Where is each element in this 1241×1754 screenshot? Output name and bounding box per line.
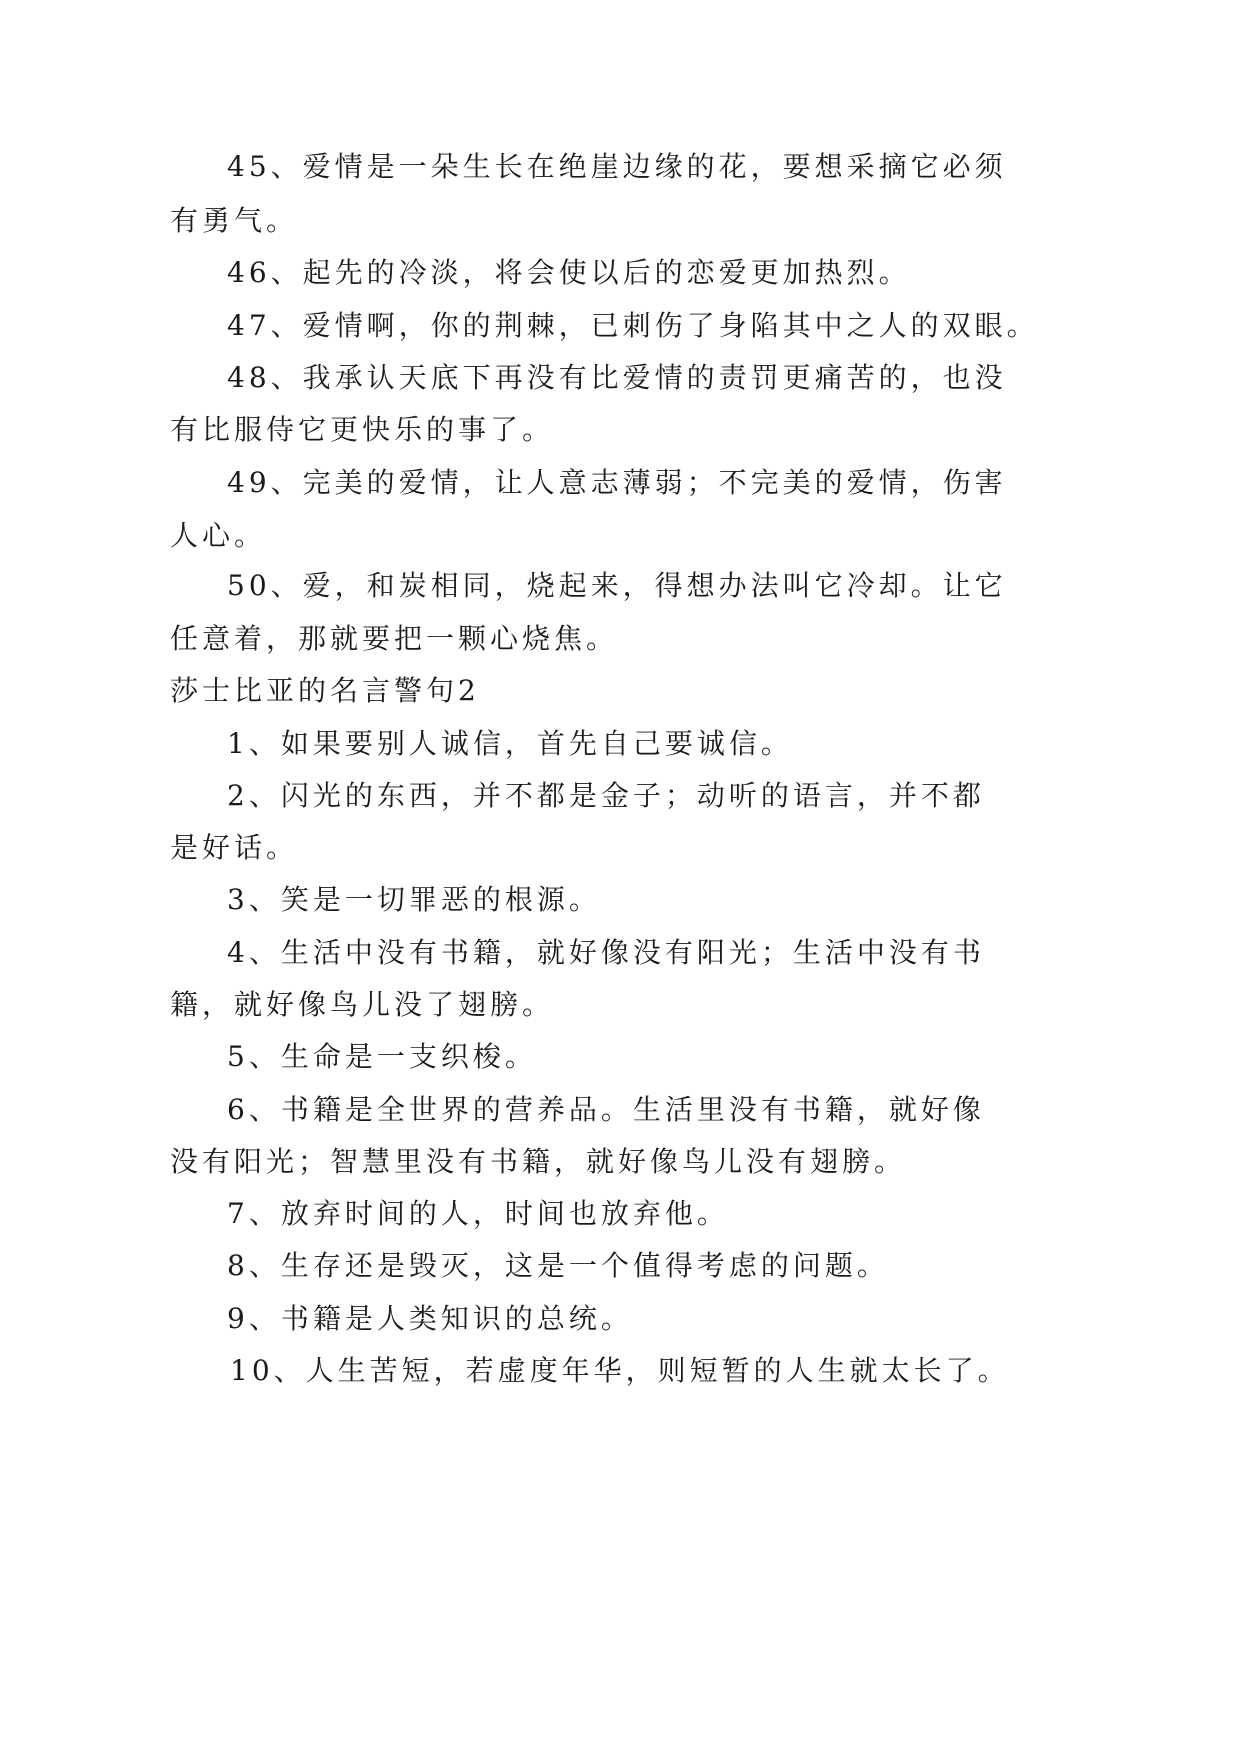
section-heading: 莎士比亚的名言警句2 <box>170 674 480 707</box>
quote-6-line-1: 6、书籍是全世界的营养品。生活里没有书籍，就好像 <box>227 1093 985 1126</box>
quote-3: 3、笑是一切罪恶的根源。 <box>227 883 601 916</box>
quote-7: 7、放弃时间的人，时间也放弃他。 <box>227 1197 729 1230</box>
quote-4-line-1: 4、生活中没有书籍，就好像没有阳光；生活中没有书 <box>227 936 985 969</box>
quote-8: 8、生存还是毁灭，这是一个值得考虑的问题。 <box>227 1249 889 1282</box>
quote-10: 10、人生苦短，若虚度年华，则短暂的人生就太长了。 <box>230 1354 1010 1387</box>
quote-5: 5、生命是一支织梭。 <box>227 1040 537 1073</box>
quote-46: 46、起先的冷淡，将会使以后的恋爱更加热烈。 <box>227 256 911 289</box>
quote-48-line-2: 有比服侍它更快乐的事了。 <box>170 413 555 446</box>
quote-4-line-2: 籍，就好像鸟儿没了翅膀。 <box>170 988 555 1021</box>
quote-50-line-1: 50、爱，和炭相同，烧起来，得想办法叫它冷却。让它 <box>227 569 1007 602</box>
quote-49-line-2: 人心。 <box>170 519 267 552</box>
quote-47: 47、爱情啊，你的荆棘，已刺伤了身陷其中之人的双眼。 <box>227 309 1039 342</box>
quote-45-line-1: 45、爱情是一朵生长在绝崖边缘的花，要想采摘它必须 <box>227 150 1007 183</box>
quote-45-line-2: 有勇气。 <box>170 204 299 237</box>
quote-2-line-2: 是好话。 <box>170 831 299 864</box>
quote-2-line-1: 2、闪光的东西，并不都是金子；动听的语言，并不都 <box>227 779 985 812</box>
quote-49-line-1: 49、完美的爱情，让人意志薄弱；不完美的爱情，伤害 <box>227 466 1007 499</box>
quote-6-line-2: 没有阳光；智慧里没有书籍，就好像鸟儿没有翅膀。 <box>170 1145 907 1178</box>
quote-48-line-1: 48、我承认天底下再没有比爱情的责罚更痛苦的，也没 <box>227 361 1007 394</box>
quote-50-line-2: 任意着，那就要把一颗心烧焦。 <box>170 622 619 655</box>
quote-9: 9、书籍是人类知识的总统。 <box>227 1302 633 1335</box>
quote-1: 1、如果要别人诚信，首先自己要诚信。 <box>227 727 793 760</box>
